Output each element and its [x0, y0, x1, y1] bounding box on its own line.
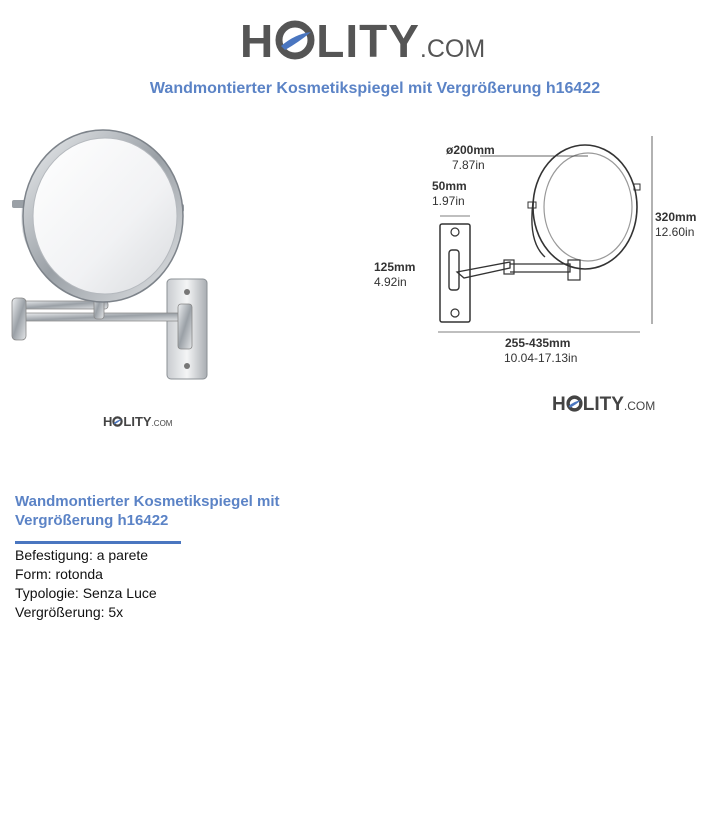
dim-reach-mm: 255-435mm [505, 336, 571, 350]
page-title: Wandmontierter Kosmetikspiegel mit Vergrößerung h16422 [149, 80, 601, 97]
holity-watermark-right: H LITY.COM [552, 394, 656, 415]
dim-diameter-in: 7.87in [452, 158, 485, 172]
dim-arm-mm: 50mm [432, 179, 467, 193]
logo-domain: .COM [419, 35, 486, 63]
product-photo [8, 124, 218, 389]
spec-magnification: Vergrößerung: 5x [15, 604, 124, 620]
dim-height-mm: 320mm [655, 210, 697, 224]
logo-o-icon [112, 414, 123, 429]
dimension-drawing [370, 132, 720, 377]
spec-type: Typologie: Senza Luce [15, 585, 157, 601]
product-specs [15, 546, 157, 622]
holity-logo[interactable] [240, 14, 485, 68]
dim-diameter-mm: ø200mm [446, 143, 495, 157]
logo-o-icon [566, 394, 583, 415]
dim-arm-in: 1.97in [432, 194, 465, 208]
dim-reach-in: 10.04-17.13in [504, 351, 578, 365]
dim-height-in: 12.60in [655, 225, 695, 239]
holity-watermark-left: H LITY.COM [103, 414, 173, 429]
logo-letter-h: H [240, 15, 275, 67]
product-heading: Wandmontierter Kosmetikspiegel mit Vergrößerung h16422 [15, 493, 280, 529]
dim-plate-mm: 125mm [374, 260, 416, 274]
dim-plate-in: 4.92in [374, 275, 407, 289]
spec-shape: Form: rotonda [15, 566, 103, 582]
logo-letters-lity: LITY [316, 15, 420, 67]
spec-mounting: Befestigung: a parete [15, 547, 149, 563]
logo-o-icon [274, 20, 316, 62]
heading-divider [15, 541, 181, 544]
